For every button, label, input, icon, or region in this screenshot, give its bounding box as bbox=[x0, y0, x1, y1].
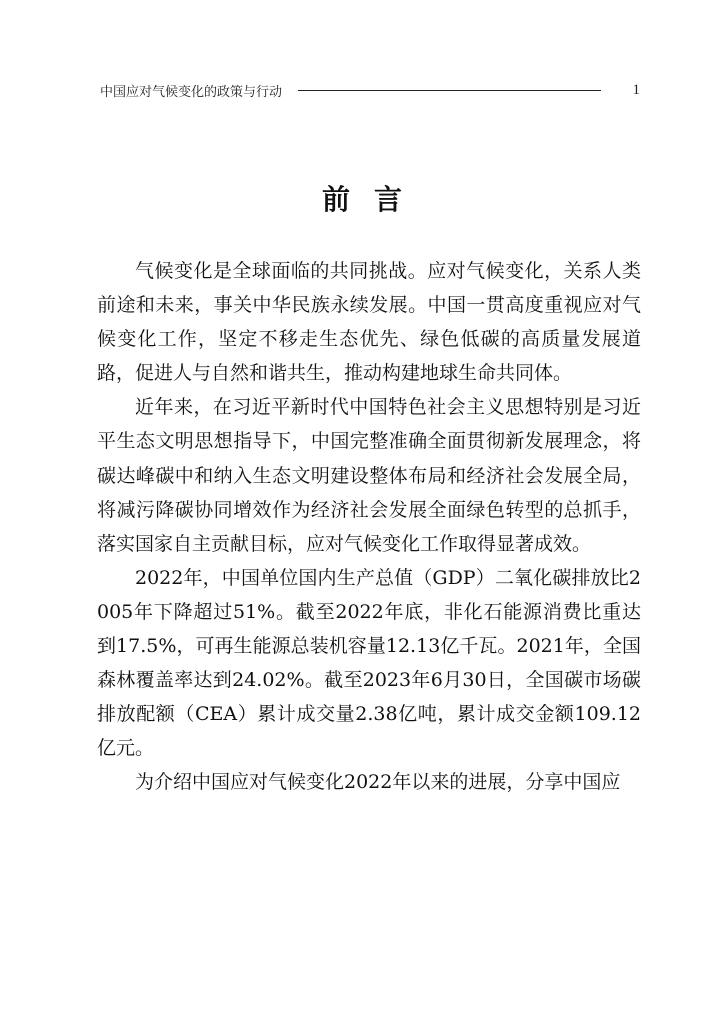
page-number: 1 bbox=[632, 81, 640, 98]
header-title: 中国应对气候变化的政策与行动 bbox=[100, 84, 283, 100]
running-header bbox=[100, 79, 640, 101]
body-text bbox=[97, 254, 641, 800]
paragraph: 2022年，中国单位国内生产总值（GDP）二氧化碳排放比2005年下降超过51%。截至2022年底，非化石能源消费比重达到17.5%，可再生能源总装机容量12.13亿千瓦。2021年，全国森林覆盖率达到24.02%。截至2023年6月30日，全国碳市场碳排放配额（CEA）累计成交量2.38亿吨，累计成交金额109.12亿元。 bbox=[97, 566, 641, 760]
header-rule bbox=[298, 90, 600, 91]
section-heading: 前言 bbox=[321, 183, 426, 216]
paragraph: 近年来，在习近平新时代中国特色社会主义思想特别是习近平生态文明思想指导下，中国完整准确全面贯彻新发展理念，将碳达峰碳中和纳入生态文明建设整体布局和经济社会发展全局，将减污降碳协同增效作为经济社会发展全面绿色转型的总抓手，落实国家自主贡献目标，应对气候变化工作取得显著成效。 bbox=[97, 396, 641, 555]
paragraph: 气候变化是全球面临的共同挑战。应对气候变化，关系人类前途和未来，事关中华民族永续发展。中国一贯高度重视应对气候变化工作，坚定不移走生态优先、绿色低碳的高质量发展道路，促进人与自然和谐共生，推动构建地球生命共同体。 bbox=[97, 260, 641, 385]
paragraph: 为介绍中国应对气候变化2022年以来的进展，分享中国应 bbox=[135, 771, 621, 794]
